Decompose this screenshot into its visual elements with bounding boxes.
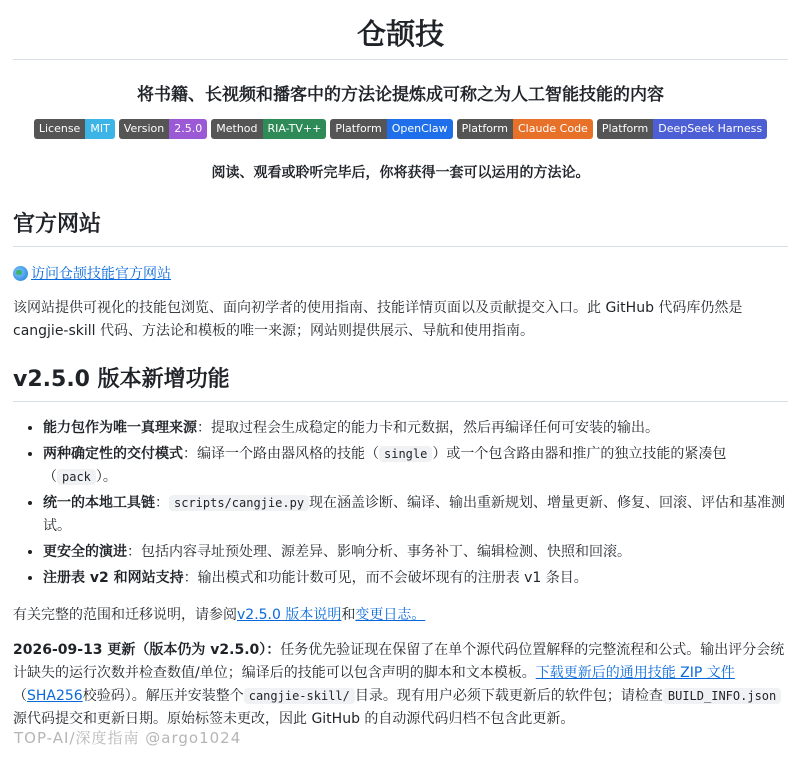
official-site-description: 该网站提供可视化的技能包浏览、面向初学者的使用指南、技能详情页面以及贡献提交入口。此 GitHub 代码库仍然是 cangjie-skill 代码、方法论和模板的唯一来源；网站则提供展示、导航和使用指南。 bbox=[13, 300, 743, 339]
badge-value: RIA-TV++ bbox=[263, 119, 327, 139]
feature-text: ：编译一个路由器风格的技能（ bbox=[183, 446, 379, 462]
section-heading-official-site: 官方网站 bbox=[13, 210, 788, 247]
text-span: 和 bbox=[341, 607, 356, 623]
list-item bbox=[43, 492, 788, 538]
list-item bbox=[43, 417, 788, 440]
list-item bbox=[43, 541, 788, 564]
feature-text: ： bbox=[155, 495, 169, 511]
feature-title: 注册表 v2 和网站支持 bbox=[43, 570, 184, 586]
official-site-link[interactable]: 访问仓颉技能官方网站 bbox=[31, 266, 171, 282]
feature-text: ：输出模式和功能计数可见，而不会破坏现有的注册表 v1 条目。 bbox=[183, 570, 588, 586]
text-span: 任务优先验证现在保留了在单个源代码位置解释的完整流程和公式。输出评分会统计缺失的运行次数并检查数值/单位；编译后的技能可以包含声明的脚本和文本模板。 bbox=[13, 642, 785, 681]
badge-value: 2.5.0 bbox=[169, 119, 207, 139]
feature-title: 更安全的演进 bbox=[43, 544, 127, 560]
badge-platform[interactable] bbox=[457, 119, 593, 139]
inline-code: single bbox=[379, 446, 432, 462]
badge-value: Claude Code bbox=[513, 119, 593, 139]
sha256-link[interactable]: SHA256 bbox=[27, 688, 83, 704]
changelog-link[interactable]: 变更日志。 bbox=[355, 607, 426, 623]
badge-label: License bbox=[34, 119, 85, 139]
subtitle: 将书籍、长视频和播客中的方法论提炼成可称之为人工智能技能的内容 bbox=[137, 85, 664, 105]
badge-platform[interactable] bbox=[597, 119, 767, 139]
release-notes-link[interactable]: v2.5.0 版本说明 bbox=[237, 607, 342, 623]
badge-version[interactable] bbox=[119, 119, 207, 139]
badge-value: OpenClaw bbox=[387, 119, 453, 139]
release-notes-paragraph bbox=[13, 604, 788, 627]
badge-platform[interactable] bbox=[330, 119, 452, 139]
update-paragraph bbox=[13, 639, 788, 731]
badge-label: Platform bbox=[457, 119, 513, 139]
feature-text: ）。 bbox=[95, 469, 117, 485]
inline-code: pack bbox=[57, 469, 96, 485]
official-site-link-row bbox=[13, 263, 788, 283]
feature-text: ：提取过程会生成稳定的能力卡和元数据，然后再编译任何可安装的输出。 bbox=[197, 420, 659, 436]
text-span: 目录。现有用户必须下载更新后的软件包；请检查 bbox=[354, 688, 663, 704]
inline-code: cangjie-skill/ bbox=[244, 688, 355, 704]
badge-license[interactable] bbox=[34, 119, 115, 139]
list-item bbox=[43, 567, 788, 590]
feature-text: ：包括内容寻址预处理、源差异、影响分析、事务补丁、编辑检测、快照和回滚。 bbox=[127, 544, 631, 560]
list-item bbox=[43, 443, 788, 489]
text-span: （ bbox=[13, 688, 27, 704]
feature-title: 两种确定性的交付模式 bbox=[43, 446, 183, 462]
badge-row bbox=[13, 119, 788, 139]
globe-icon bbox=[13, 266, 28, 281]
text-span: 源代码提交和更新日期。原始标签未更改，因此 GitHub 的自动源代码归档不包含此更新。 bbox=[13, 711, 575, 727]
feature-list bbox=[13, 417, 788, 590]
text-span: 校验码）。解压并安装整个 bbox=[82, 688, 244, 704]
feature-title: 能力包作为唯一真理来源 bbox=[43, 420, 197, 436]
badge-label: Method bbox=[211, 119, 262, 139]
badge-label: Version bbox=[119, 119, 169, 139]
badge-label: Platform bbox=[597, 119, 653, 139]
badge-label: Platform bbox=[330, 119, 386, 139]
page-title: 仓颉技 bbox=[13, 0, 788, 60]
feature-text: 现在涵盖诊断、编译、输出重新规划、增量更新、修复、回滚、评估和基准测试。 bbox=[43, 495, 786, 534]
feature-text: ）或一个包含路由器和推广的独立技能的紧凑包（ bbox=[43, 446, 727, 485]
badge-method[interactable] bbox=[211, 119, 326, 139]
inline-code: BUILD_INFO.json bbox=[663, 688, 781, 704]
feature-title: 统一的本地工具链 bbox=[43, 495, 155, 511]
download-zip-link[interactable]: 下载更新后的通用技能 ZIP 文件 bbox=[535, 665, 735, 681]
badge-value: MIT bbox=[85, 119, 114, 139]
badge-value: DeepSeek Harness bbox=[653, 119, 767, 139]
update-date: 2026-09-13 更新（版本仍为 v2.5.0）： bbox=[13, 642, 281, 658]
watermark: TOP-AI/深度指南 @argo1024 bbox=[14, 729, 242, 747]
section-heading-new-features: v2.5.0 版本新增功能 bbox=[13, 365, 788, 402]
tagline: 阅读、观看或聆听完毕后，你将获得一套可以运用的方法论。 bbox=[211, 165, 590, 181]
text-span: 有关完整的范围和迁移说明，请参阅 bbox=[13, 607, 237, 623]
inline-code: scripts/cangjie.py bbox=[169, 495, 309, 511]
